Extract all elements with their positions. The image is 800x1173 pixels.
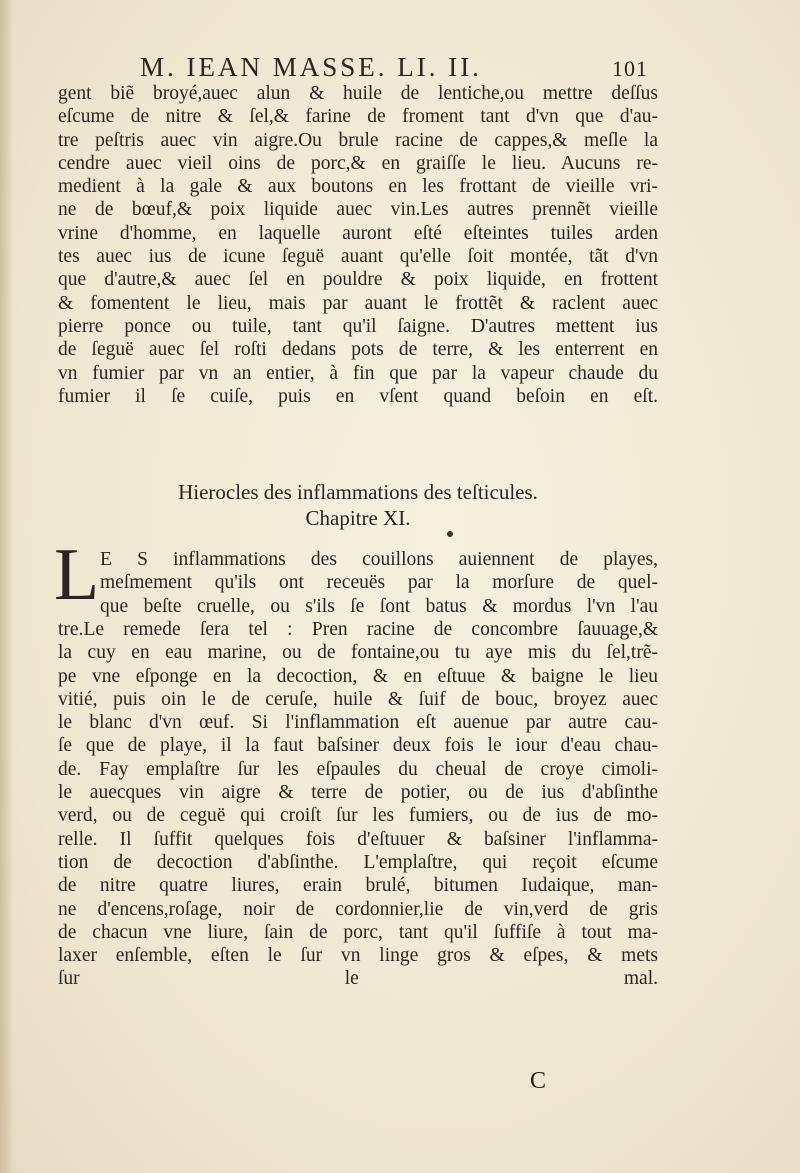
catchword: C xyxy=(530,1068,547,1094)
text-line: relle. Il ſuffit quelques fois d'eſtuuer & baſsiner l'inflamma- xyxy=(58,828,658,850)
text-line: gent biẽ broyé,auec alun & huile de lentiche,ou mettre deſſus xyxy=(58,83,658,104)
text-line: eſcume de nitre & ſel,& farine de froment tant d'vn que d'au- xyxy=(58,106,658,128)
paragraph-2-opening xyxy=(100,548,658,618)
text-line: vitié, puis oin le de ceruſe, huile & ſuif de bouc, broyez auec xyxy=(58,688,658,710)
text-line: verd, ou de ceguë qui croiſt ſur les fumiers, ou de ius de mo- xyxy=(58,805,658,827)
text-line: de. Fay emplaſtre ſur les eſpaules du cheual de croye cimoli- xyxy=(58,758,658,780)
text-line: ſe que de playe, il la faut baſsiner deux fois le iour d'eau chau- xyxy=(58,735,658,757)
text-line: le auecques vin aigre & terre de potier, ou de ius d'abſinthe xyxy=(58,782,658,804)
text-line: de ſeguë auec ſel roſti dedans pots de terre, & les enterrent en xyxy=(58,339,658,361)
text-line: de nitre quatre liures, erain brulé, bitumen Iudaique, man- xyxy=(58,875,658,897)
paragraph-1 xyxy=(58,82,658,408)
text-line: tre.Le remede ſera tel : Pren racine de concombre ſauuage,& xyxy=(58,619,658,640)
text-line: le blanc d'vn œuf. Si l'inflammation eſt auenue par autre cau- xyxy=(58,712,658,734)
text-line: que beſte cruelle, ou s'ils ſe ſont batus & mordus l'vn l'au xyxy=(100,595,658,617)
running-title: M. IEAN MASSE. LI. II. xyxy=(140,52,482,82)
text-line: fumier il ſe cuiſe, puis en vſent quand beſoin en eſt. xyxy=(58,385,658,407)
text-line: la cuy en eau marine, ou de fontaine,ou tu aye mis du ſel,trẽ- xyxy=(58,642,658,664)
text-line: ne de bœuf,& poix liquide auec vin.Les autres prennẽt vieille xyxy=(58,199,658,221)
drop-capital: L xyxy=(54,544,100,606)
text-line: vn fumier par vn an entier, à fin que par la vapeur chaude du xyxy=(58,362,658,384)
text-line: tion de decoction d'abſinthe. L'emplaſtre, qui reçoit eſcume xyxy=(58,851,658,873)
text-line: laxer enſemble, eſten le ſur vn linge gros & eſpes, & mets xyxy=(58,945,658,967)
text-line: que d'autre,& auec ſel en pouldre & poix liquide, en frottent xyxy=(58,269,658,291)
text-line: vrine d'homme, en laquelle auront eſté eſteintes tuiles arden xyxy=(58,222,658,244)
ornament-dot xyxy=(447,531,453,537)
page-number: 101 xyxy=(612,56,648,81)
chapter-title: Hierocles des inflammations des teſticules. xyxy=(178,480,538,504)
text-line: pe vne eſponge en la decoction, & en eſtuue & baigne le lieu xyxy=(58,665,658,687)
text-line: & fomentent le lieu, mais par auant le frottẽt & raclent auec xyxy=(58,292,658,314)
text-line: meſmement qu'ils ont receuës par la morſure de quel- xyxy=(100,572,658,594)
page-gutter-shadow xyxy=(0,0,14,1173)
text-line: cendre auec vieil oins de porc,& en graiſſe le lieu. Aucuns re- xyxy=(58,152,658,174)
text-line: medient à la gale & aux boutons en les frottant de vieille vri- xyxy=(58,176,658,198)
chapter-number: Chapitre XI. xyxy=(305,506,411,530)
text-line: ſur le mal. xyxy=(58,968,658,990)
text-line: ne d'encens,roſage, noir de cordonnier,lie de vin,verd de gris xyxy=(58,898,658,920)
paragraph-2 xyxy=(58,618,658,991)
text-line: de chacun vne liure, ſain de porc, tant qu'il ſuffiſe à tout ma- xyxy=(58,921,658,943)
text-line: tes auec ius de icune ſeguë auant qu'elle ſoit montée, tãt d'vn xyxy=(58,246,658,268)
page-header xyxy=(0,52,800,86)
text-line: E S inflammations des couillons auiennent de playes, xyxy=(100,549,658,570)
text-line: tre peſtris auec vin aigre.Ou brule racine de cappes,& meſle la xyxy=(58,129,658,151)
text-line: pierre ponce ou tuile, tant qu'il ſaigne. D'autres mettent ius xyxy=(58,315,658,337)
